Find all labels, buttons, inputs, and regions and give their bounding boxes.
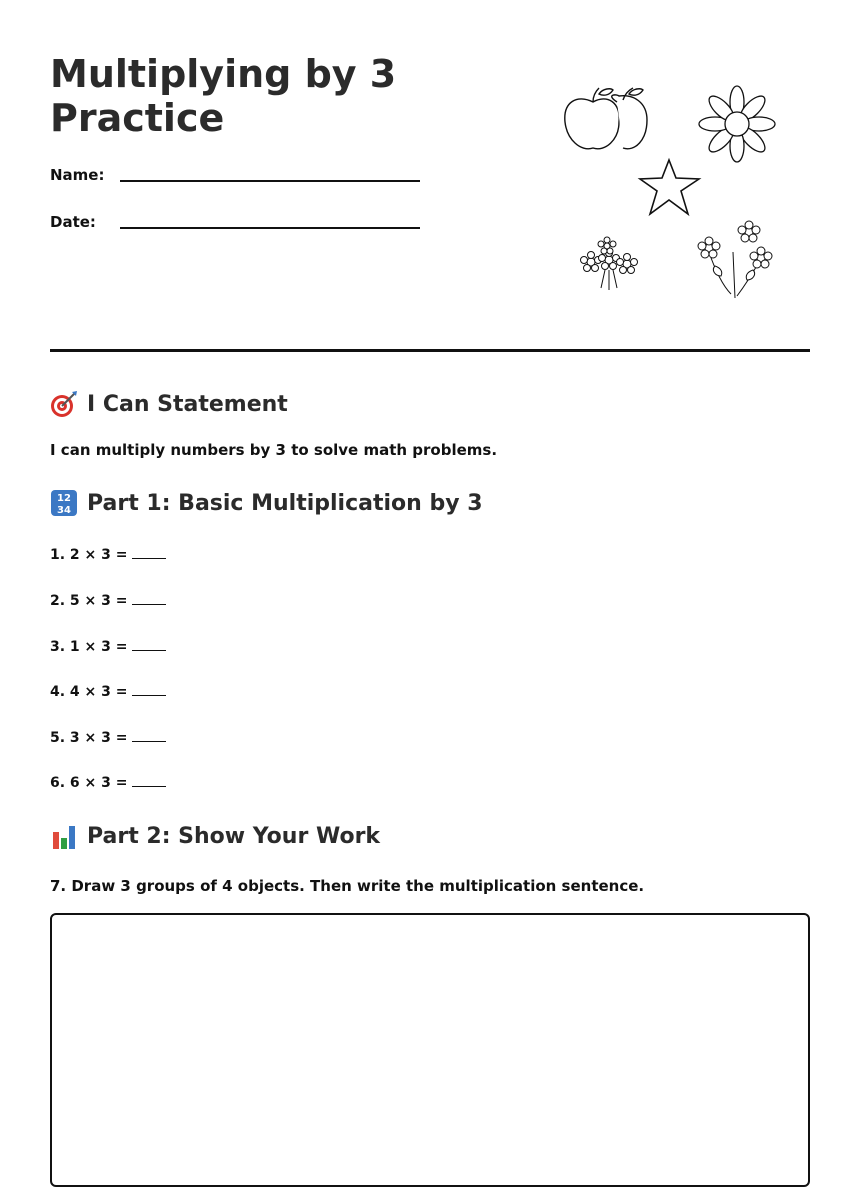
- problem-2: [50, 592, 166, 609]
- i-can-heading: [50, 390, 288, 418]
- name-line[interactable]: [120, 180, 420, 182]
- i-can-statement: I can multiply numbers by 3 to solve math problems.: [50, 441, 498, 459]
- part2-heading-text: Part 2: Show Your Work: [87, 823, 381, 849]
- part2-heading: [50, 822, 380, 850]
- date-label: Date:: [50, 213, 96, 231]
- problem-5: [50, 729, 166, 746]
- svg-text:34: 34: [57, 505, 71, 516]
- problem-text: 1. 2 × 3 =: [50, 547, 128, 563]
- clipart-illustration: [555, 80, 795, 310]
- answer-blank[interactable]: [132, 546, 166, 559]
- flower-icon: [699, 86, 775, 162]
- part1-heading-text: Part 1: Basic Multiplication by 3: [87, 490, 483, 516]
- header-divider: [50, 349, 810, 352]
- answer-blank[interactable]: [132, 638, 166, 651]
- numbers-icon: [50, 489, 78, 517]
- apples-icon: [565, 88, 647, 149]
- answer-blank[interactable]: [132, 592, 166, 605]
- problem-6: [50, 774, 166, 791]
- part1-heading: [50, 489, 483, 517]
- problem-3: [50, 638, 166, 655]
- problem-1: [50, 546, 166, 563]
- problem-text: 5. 3 × 3 =: [50, 730, 128, 746]
- problem-text: 2. 5 × 3 =: [50, 593, 128, 609]
- name-label: Name:: [50, 166, 105, 184]
- i-can-heading-text: I Can Statement: [87, 391, 288, 417]
- flower-bouquet-icon: [581, 237, 638, 290]
- problem-4: [50, 683, 166, 700]
- part2-prompt: 7. Draw 3 groups of 4 objects. Then write the multiplication sentence.: [50, 877, 645, 895]
- bar-chart-icon: [50, 822, 78, 850]
- target-icon: [50, 390, 78, 418]
- page-title: Multiplying by 3 Practice: [50, 52, 397, 140]
- problem-text: 3. 1 × 3 =: [50, 639, 128, 655]
- answer-blank[interactable]: [132, 774, 166, 787]
- problem-text: 4. 4 × 3 =: [50, 684, 128, 700]
- svg-text:12: 12: [57, 493, 71, 504]
- star-icon: [640, 160, 699, 214]
- work-area-box[interactable]: [50, 913, 810, 1187]
- problem-text: 6. 6 × 3 =: [50, 775, 128, 791]
- date-line[interactable]: [120, 227, 420, 229]
- answer-blank[interactable]: [132, 683, 166, 696]
- answer-blank[interactable]: [132, 729, 166, 742]
- flower-bunch-icon: [698, 221, 772, 298]
